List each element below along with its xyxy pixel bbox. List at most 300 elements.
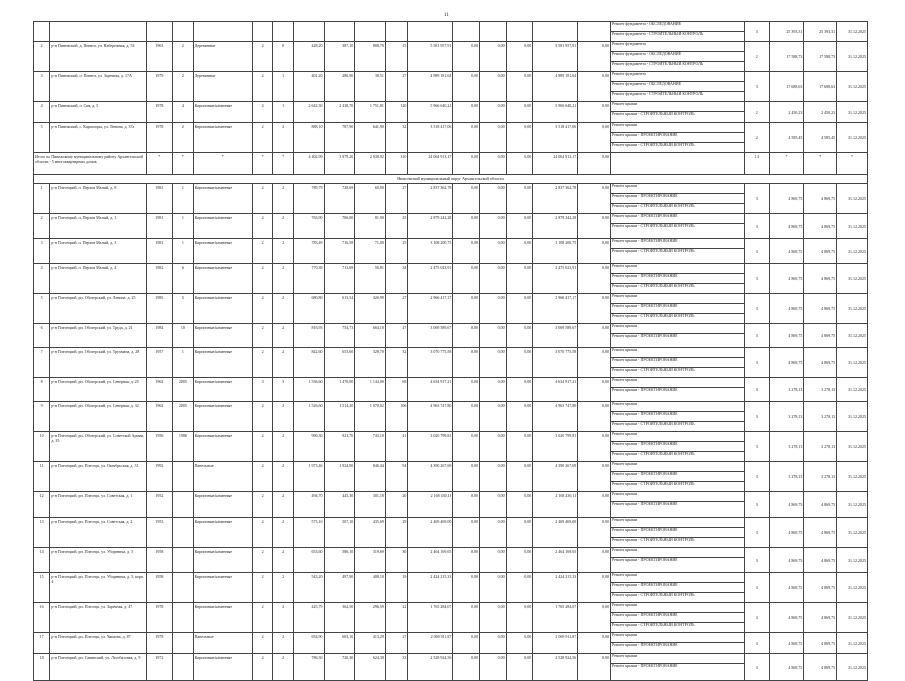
residents: 20 [385, 492, 408, 518]
cost-budget: 0,00 [480, 462, 507, 492]
completion-date: 31.12.2025 [837, 214, 868, 239]
year-built: 1978 [146, 633, 173, 654]
works-cell [610, 432, 744, 462]
cost-limit: 4 869,75 [804, 184, 837, 214]
total-area: 425,79 [293, 603, 324, 633]
floors [173, 492, 193, 518]
lifts: 2 [273, 214, 293, 239]
residential-area: 787,90 [324, 123, 355, 153]
cost-fund: 0,00 [453, 402, 480, 432]
total-dash: * [193, 153, 252, 175]
lifts: 2 [273, 462, 293, 492]
work-item: Ремонт крыши - ПРОЕКТИРОВАНИЕ [611, 527, 744, 537]
total-area: 996,30 [293, 432, 324, 462]
completion-date: 31.12.2025 [837, 184, 868, 214]
entrances: 2 [252, 324, 272, 348]
work-item: Ремонт крыши - ПРОЕКТИРОВАНИЕ [611, 214, 678, 218]
table-row [34, 214, 868, 239]
cost-other: 0,00 [578, 402, 611, 432]
row-number: 17 [34, 633, 50, 654]
work-item: Ремонт крыши [611, 102, 638, 106]
total-cost: 24 064 913,17 [408, 153, 453, 175]
cost-local: 0,00 [506, 123, 533, 153]
municipal-area: 296,59 [355, 603, 386, 633]
cost-local: 0,00 [506, 214, 533, 239]
works-cell [610, 72, 744, 102]
row-number: 3 [34, 239, 50, 264]
unit-cost: 3 278,13 [769, 378, 804, 402]
year-built: 1992 [146, 462, 173, 492]
units: 3 [745, 633, 770, 654]
address: р-н Пинежский, п. Пинега, ул. Заречная, д. 17А [50, 72, 146, 102]
units: 3 [745, 239, 770, 264]
completion-date: 31.12.2025 [837, 72, 868, 102]
lifts: 2 [273, 184, 293, 214]
wall-material: Деревянные [193, 72, 252, 102]
completion-date: 31.12.2025 [837, 239, 868, 264]
cost-budget [480, 22, 507, 42]
unit-cost: 4 869,75 [769, 214, 804, 239]
year-built: 1957 [146, 348, 173, 378]
cost-local: 0,00 [506, 518, 533, 548]
cost-limit: 4 869,75 [804, 518, 837, 548]
completion-date: 31.12.2025 [837, 573, 868, 603]
residents: 33 [385, 654, 408, 681]
cost-limit: 17 688,63 [804, 72, 837, 102]
cost-local: 0,00 [506, 603, 533, 633]
year-built: 1978 [146, 123, 173, 153]
works-cell [610, 294, 744, 324]
municipal-area: 624,39 [355, 654, 386, 681]
row-number: 1 [34, 184, 50, 214]
residents: 34 [385, 264, 408, 294]
floors: 2005 [173, 378, 193, 402]
total-rest: * [837, 153, 868, 175]
residents: 19 [385, 573, 408, 603]
year-built: 1956 [146, 432, 173, 462]
completion-date: 31.12.2025 [837, 102, 868, 123]
municipal-area: 408,10 [355, 573, 386, 603]
cost-fund: 0,00 [453, 214, 480, 239]
work-item: Ремонт крыши [611, 294, 638, 298]
cost-limit: 3 278,13 [804, 462, 837, 492]
table-row [34, 462, 868, 492]
cost-owners: 1 765 284,07 [533, 603, 578, 633]
cost-owners: 4 634 917,21 [533, 378, 578, 402]
total-cost: 2 469 469,00 [408, 518, 453, 548]
address: р-н Плесецкий, рп. Плесецк, ул. Октябрьская, д. 31 [50, 462, 146, 492]
residential-area: 716,58 [324, 239, 355, 264]
cost-limit: 4 869,75 [804, 654, 837, 681]
cost-budget: 0,00 [480, 432, 507, 462]
unit-cost: 4 869,75 [769, 633, 804, 654]
wall-material: Кирпичные/каменные [193, 348, 252, 378]
work-item: Ремонт крыши - СТРОИТЕЛЬНЫЙ КОНТРОЛЬ [611, 592, 744, 602]
total-cost: 4 634 917,21 [408, 378, 453, 402]
address: р-н Плесецкий, рп. Плесецк, ул. Чапаева, д. 87 [50, 633, 146, 654]
lifts: 2 [273, 294, 293, 324]
address: р-н Плесецкий, п. Перхов Малый, д. 1 [50, 214, 146, 239]
lifts: 2 [273, 573, 293, 603]
work-item: Ремонт крыши - СТРОИТЕЛЬНЫЙ КОНТРОЛЬ [611, 421, 744, 431]
work-item: Ремонт крыши - СТРОИТЕЛЬНЫЙ КОНТРОЛЬ [611, 142, 744, 152]
year-built: 1958 [146, 573, 173, 603]
total-cost: 3 518 417,06 [408, 123, 453, 153]
entrances: 2 [252, 548, 272, 573]
entrances: 2 [252, 573, 272, 603]
floors: 1986 [173, 432, 193, 462]
cost-other: 0,00 [578, 184, 611, 214]
cost-owners: 2 469 469,00 [533, 518, 578, 548]
residents [385, 22, 408, 42]
lifts: 0 [273, 42, 293, 72]
unit-cost: 4 869,75 [769, 324, 804, 348]
unit-cost: 4 869,75 [769, 654, 804, 681]
unit-cost: 4 869,75 [769, 548, 804, 573]
cost-budget: 0,00 [480, 348, 507, 378]
work-item: Ремонт фундамента - СТРОИТЕЛЬНЫЙ КОНТРОЛЬ [611, 31, 744, 41]
address: р-н Плесецкий, рп. Плесецк, ул. Уборевича, д. 5 [50, 548, 146, 573]
cost-fund: 0,00 [453, 123, 480, 153]
row-number: 4 [34, 102, 50, 123]
floors [173, 573, 193, 603]
residential-area: 613,54 [324, 294, 355, 324]
entrances: 2 [252, 294, 272, 324]
total-cost: 3 108 200,75 [408, 239, 453, 264]
municipal-area: 56,81 [355, 264, 386, 294]
row-number: 11 [34, 462, 50, 492]
entrances: 2 [252, 214, 272, 239]
row-number: 16 [34, 603, 50, 633]
capital-repair-table [33, 21, 868, 681]
entrances: 2 [252, 603, 272, 633]
cost-owners: 2 424 215,33 [533, 573, 578, 603]
table-row [34, 22, 868, 42]
row-number: 15 [34, 573, 50, 603]
cost-local: 0,00 [506, 548, 533, 573]
units: 3 [745, 432, 770, 462]
floors: 2 [173, 123, 193, 153]
cost-local: 0,00 [506, 432, 533, 462]
works-cell [610, 462, 744, 492]
residents: 22 [385, 603, 408, 633]
works-cell [610, 548, 744, 573]
cost-owners: 2 966 417,17 [533, 294, 578, 324]
cost-fund: 0,00 [453, 462, 480, 492]
units: 2 [745, 102, 770, 123]
year-built: 1978 [146, 603, 173, 633]
wall-material: Кирпичные/каменные [193, 548, 252, 573]
cost-limit: 4 869,75 [804, 548, 837, 573]
total-cost: 2 879 242,28 [408, 214, 453, 239]
cost-limit: 3 278,13 [804, 378, 837, 402]
units: 3 [745, 603, 770, 633]
cost-owners: 4 963 747,80 [533, 402, 578, 432]
cost-budget: 0,00 [480, 324, 507, 348]
municipal-area: 1 078,02 [355, 402, 386, 432]
cost-fund: 0,00 [453, 492, 480, 518]
lifts: 2 [273, 123, 293, 153]
floors: 1 [173, 184, 193, 214]
total-cost: 3 070 775,58 [408, 348, 453, 378]
lifts: 2 [273, 492, 293, 518]
cost-owners: 3 108 200,75 [533, 239, 578, 264]
cost-owners: 2 069 911,87 [533, 633, 578, 654]
cost-limit: 4 869,75 [804, 573, 837, 603]
floors [173, 518, 193, 548]
residential-area [324, 22, 355, 42]
cost-other: 0,00 [578, 72, 611, 102]
year-built: 1979 [146, 72, 173, 102]
main-rows [34, 184, 868, 681]
cost-owners: 4 989 181,64 [533, 72, 578, 102]
total-cost: 2 528 924,56 [408, 654, 453, 681]
cost-limit: 4 869,75 [804, 264, 837, 294]
work-item: Ремонт крыши - ПРОЕКТИРОВАНИЕ [611, 663, 744, 673]
residents: 27 [385, 633, 408, 654]
year-built: 1981 [146, 239, 173, 264]
unit-cost: 4 585,45 [769, 123, 804, 153]
residential-area: 445,30 [324, 492, 355, 518]
units: 3 [745, 378, 770, 402]
cost-budget: 0,00 [480, 492, 507, 518]
table-row [34, 573, 868, 603]
total-area: 494,70 [293, 492, 324, 518]
lifts: 2 [273, 264, 293, 294]
cost-local: 0,00 [506, 324, 533, 348]
total-area: 763,90 [293, 214, 324, 239]
work-item: Ремонт крыши [611, 184, 638, 188]
wall-material: Кирпичные/каменные [193, 294, 252, 324]
work-item: Ремонт крыши - ПРОЕКТИРОВАНИЕ [611, 303, 744, 313]
total-area: 428,20 [293, 42, 324, 72]
wall-material: Панельные [193, 633, 252, 654]
total-cost: 4 963 747,80 [408, 402, 453, 432]
completion-date: 31.12.2025 [837, 324, 868, 348]
cost-local: 0,00 [506, 573, 533, 603]
lifts: 1 [273, 102, 293, 123]
entrances: 2 [252, 184, 272, 214]
works-cell [610, 264, 744, 294]
work-item: Ремонт фундамента - ОБСЛЕДОВАНИЕ [611, 22, 682, 26]
cost-other [578, 22, 611, 42]
completion-date: 31.12.2025 [837, 603, 868, 633]
cost-limit: 4 869,75 [804, 214, 837, 239]
cost-fund: 0,00 [453, 548, 480, 573]
cost-owners: 2 528 924,56 [533, 654, 578, 681]
total-people: 310 [385, 153, 408, 175]
entrances: 3 [252, 378, 272, 402]
cost-local: 0,00 [506, 348, 533, 378]
total-cost: 5 966 640,21 [408, 102, 453, 123]
floors: 6 [173, 264, 193, 294]
municipal-area: 743,10 [355, 432, 386, 462]
units: 2 [745, 42, 770, 72]
cost-owners: 3 069 589,67 [533, 324, 578, 348]
cost-local: 0,00 [506, 42, 533, 72]
cost-other: 0,00 [578, 348, 611, 378]
cost-limit: 17 588,73 [804, 42, 837, 72]
wall-material: Кирпичные/каменные [193, 432, 252, 462]
wall-material: Кирпичные/каменные [193, 518, 252, 548]
total-area-res: 3 979,20 [324, 153, 355, 175]
cost-local: 0,00 [506, 492, 533, 518]
total-area: 4 402,99 [293, 153, 324, 175]
completion-date: 31.12.2025 [837, 462, 868, 492]
table-row [34, 42, 868, 72]
cost-fund: 0,00 [453, 294, 480, 324]
cost-limit: 4 869,75 [804, 348, 837, 378]
total-dash: * [273, 153, 293, 175]
work-item: Ремонт крыши - ПРОЕКТИРОВАНИЕ [611, 273, 744, 283]
row-number: 18 [34, 654, 50, 681]
total-rest: * [804, 153, 837, 175]
residential-area: 1 514,20 [324, 402, 355, 432]
cost-other: 0,00 [578, 123, 611, 153]
floors: 1 [173, 239, 193, 264]
year-built: 1952 [146, 492, 173, 518]
table-row [34, 123, 868, 153]
municipal-area: 319,69 [355, 548, 386, 573]
work-item: Ремонт фундамента [611, 42, 646, 46]
cost-local: 0,00 [506, 72, 533, 102]
total-area: 1 526,60 [293, 402, 324, 432]
work-item: Ремонт крыши [611, 573, 638, 577]
cost-fund: 0,00 [453, 633, 480, 654]
cost-fund [453, 22, 480, 42]
total-area: 653,60 [293, 548, 324, 573]
address: р-н Плесецкий, рп. Плесецк, ул. Советская, д. 2 [50, 518, 146, 548]
municipal-area: 1 751,81 [355, 102, 386, 123]
completion-date: 31.12.2025 [837, 294, 868, 324]
table-row [34, 378, 868, 402]
row-number: 4 [34, 264, 50, 294]
work-item: Ремонт крыши - ПРОЕКТИРОВАНИЕ [611, 193, 744, 203]
works-cell [610, 102, 744, 123]
work-item: Ремонт крыши [611, 432, 638, 436]
cost-other: 0,00 [578, 654, 611, 681]
residential-area: 603,10 [324, 633, 355, 654]
work-item: Ремонт крыши - ПРОЕКТИРОВАНИЕ [611, 387, 744, 397]
cost-limit: 4 585,45 [804, 123, 837, 153]
municipal-area: 641,90 [355, 123, 386, 153]
work-item: Ремонт крыши - ПРОЕКТИРОВАНИЕ [611, 239, 678, 243]
entrances: 2 [252, 654, 272, 681]
wall-material: Кирпичные/каменные [193, 378, 252, 402]
cost-other: 0,00 [578, 264, 611, 294]
work-item: Ремонт крыши - ПРОЕКТИРОВАНИЕ [611, 333, 744, 343]
table-row [34, 548, 868, 573]
cost-budget: 0,00 [480, 633, 507, 654]
completion-date: 31.12.2025 [837, 518, 868, 548]
work-item: Ремонт крыши - СТРОИТЕЛЬНЫЙ КОНТРОЛЬ [611, 451, 744, 461]
year-built: 1978 [146, 102, 173, 123]
address: р-н Плесецкий, п. Перхов Малый, д. 3 [50, 239, 146, 264]
cost-local: 0,00 [506, 294, 533, 324]
total-area: 1 536,60 [293, 378, 324, 402]
unit-cost: 3 278,13 [769, 432, 804, 462]
lifts: 2 [273, 324, 293, 348]
wall-material: Кирпичные/каменные [193, 654, 252, 681]
completion-date: 31.12.2025 [837, 22, 868, 42]
floors: 2 [173, 72, 193, 102]
total-area: 1 973,46 [293, 462, 324, 492]
cost-fund: 0,00 [453, 239, 480, 264]
residents: 25 [385, 239, 408, 264]
address: р-н Плесецкий, рп. Обозерский, ул. Северная, д. 25 [50, 378, 146, 402]
cost-limit: 4 869,75 [804, 603, 837, 633]
works-cell [610, 633, 744, 654]
total-cost: 5 581 957,91 [408, 42, 453, 72]
municipal-area: 60,00 [355, 184, 386, 214]
entrances: 2 [252, 239, 272, 264]
total-c2: 0,00 [480, 153, 507, 175]
entrances: 2 [252, 72, 272, 102]
entrances: 4 [252, 102, 272, 123]
work-item: Ремонт крыши - СТРОИТЕЛЬНЫЙ КОНТРОЛЬ [611, 223, 744, 233]
lifts: 2 [273, 633, 293, 654]
cost-other: 0,00 [578, 102, 611, 123]
total-cost: 2 966 417,17 [408, 294, 453, 324]
cost-budget: 0,00 [480, 402, 507, 432]
total-rest: * [769, 153, 804, 175]
municipal-area: 435,69 [355, 518, 386, 548]
cost-other: 0,00 [578, 462, 611, 492]
work-item: Ремонт фундамента - СТРОИТЕЛЬНЫЙ КОНТРОЛЬ [611, 91, 744, 101]
total-area: 842,60 [293, 348, 324, 378]
residential-area: 507,10 [324, 518, 355, 548]
entrances: 2 [252, 518, 272, 548]
cost-limit: 4 869,75 [804, 324, 837, 348]
wall-material: Кирпичные/каменные [193, 239, 252, 264]
wall-material: Кирпичные/каменные [193, 264, 252, 294]
year-built: 1982 [146, 264, 173, 294]
address: р-н Плесецкий, рп. Плесецк, ул. Уборевича, д. 5, корп. 4 [50, 573, 146, 603]
units: 3 [745, 402, 770, 432]
cost-owners: 5 966 640,21 [533, 102, 578, 123]
work-item: Ремонт крыши - ПРОЕКТИРОВАНИЕ [611, 501, 744, 511]
unit-cost: 17 688,63 [769, 72, 804, 102]
entrances: 2 [252, 42, 272, 72]
total-cost: 2 424 215,33 [408, 573, 453, 603]
residents: 32 [385, 348, 408, 378]
row-number: 5 [34, 294, 50, 324]
municipal-area: 808,70 [355, 42, 386, 72]
page-number: 11 [444, 13, 449, 18]
residents: 27 [385, 324, 408, 348]
work-item: Ремонт крыши [611, 654, 638, 658]
work-item: Ремонт крыши - ПРОЕКТИРОВАНИЕ [611, 441, 744, 451]
residents: 29 [385, 518, 408, 548]
total-dash: * [173, 153, 193, 175]
cost-budget: 0,00 [480, 378, 507, 402]
residents: 27 [385, 72, 408, 102]
total-area [293, 22, 324, 42]
entrances: 2 [252, 492, 272, 518]
works-cell [610, 123, 744, 153]
residential-area: 286,90 [324, 72, 355, 102]
wall-material: Кирпичные/каменные [193, 573, 252, 603]
total-row-group [34, 153, 868, 184]
units: 3 [745, 573, 770, 603]
unit-cost: 3 278,13 [769, 462, 804, 492]
completion-date: 31.12.2025 [837, 654, 868, 681]
cost-local: 0,00 [506, 654, 533, 681]
residential-area: 362,50 [324, 603, 355, 633]
table-row [34, 518, 868, 548]
row-number [34, 22, 50, 42]
cost-fund: 0,00 [453, 42, 480, 72]
